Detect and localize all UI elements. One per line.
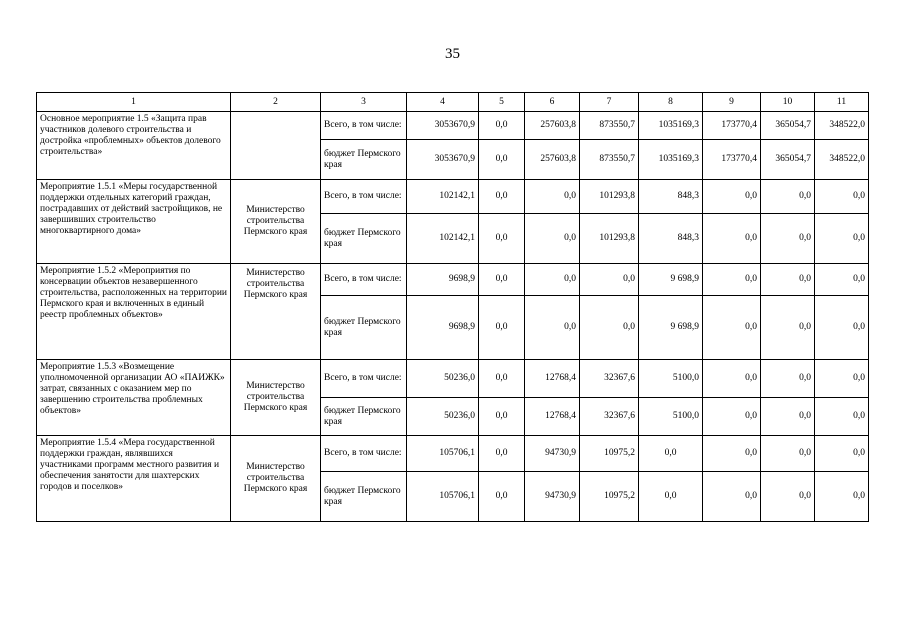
value-cell: 0,0 (703, 398, 761, 436)
value-cell: 5100,0 (639, 398, 703, 436)
value-cell: 9 698,9 (639, 296, 703, 360)
value-cell: 0,0 (815, 398, 869, 436)
value-cell: 12768,4 (525, 398, 580, 436)
value-cell: 0,0 (525, 264, 580, 296)
value-cell: 105706,1 (407, 436, 479, 472)
table-row (37, 360, 869, 398)
value-cell: 0,0 (761, 360, 815, 398)
column-header: 1 (37, 93, 231, 112)
funding-source: Всего, в том числе: (321, 180, 407, 214)
value-cell: 3053670,9 (407, 112, 479, 140)
value-cell: 0,0 (815, 360, 869, 398)
column-header: 4 (407, 93, 479, 112)
column-header: 7 (580, 93, 639, 112)
value-cell: 0,0 (479, 472, 525, 522)
value-cell: 0,0 (815, 264, 869, 296)
value-cell: 873550,7 (580, 112, 639, 140)
value-cell: 0,0 (703, 180, 761, 214)
value-cell: 0,0 (703, 264, 761, 296)
value-cell: 257603,8 (525, 140, 580, 180)
activity-name: Мероприятие 1.5.2 «Мероприятия по консервации объектов незавершенного строительства, расположенных на территории Пермского края и включенных в единый реестр проблемных объектов» (37, 264, 231, 360)
table-row (37, 112, 869, 140)
value-cell: 365054,7 (761, 140, 815, 180)
funding-source: бюджет Пермского края (321, 140, 407, 180)
value-cell: 848,3 (639, 214, 703, 264)
value-cell: 0,0 (815, 296, 869, 360)
column-header: 9 (703, 93, 761, 112)
value-cell: 10975,2 (580, 472, 639, 522)
value-cell: 0,0 (479, 264, 525, 296)
value-cell: 0,0 (761, 180, 815, 214)
activity-name: Мероприятие 1.5.1 «Меры государственной поддержки отдельных категорий граждан, пострадавших от действий застройщиков, не завершивших строительство многоквартирного дома» (37, 180, 231, 264)
value-cell: 0,0 (815, 214, 869, 264)
executor: Министерство строительства Пермского края (231, 264, 321, 360)
value-cell: 0,0 (479, 360, 525, 398)
funding-source: бюджет Пермского края (321, 398, 407, 436)
value-cell: 0,0 (703, 436, 761, 472)
value-cell: 105706,1 (407, 472, 479, 522)
funding-source: Всего, в том числе: (321, 360, 407, 398)
value-cell: 9 698,9 (639, 264, 703, 296)
value-cell: 0,0 (580, 296, 639, 360)
value-cell: 0,0 (761, 214, 815, 264)
funding-source: бюджет Пермского края (321, 214, 407, 264)
value-cell: 0,0 (703, 472, 761, 522)
column-header: 6 (525, 93, 580, 112)
value-cell: 0,0 (479, 398, 525, 436)
value-cell: 0,0 (761, 436, 815, 472)
value-cell: 102142,1 (407, 214, 479, 264)
value-cell: 0,0 (479, 436, 525, 472)
value-cell: 0,0 (525, 180, 580, 214)
funding-source: Всего, в том числе: (321, 264, 407, 296)
value-cell: 0,0 (761, 472, 815, 522)
value-cell: 0,0 (525, 296, 580, 360)
value-cell: 102142,1 (407, 180, 479, 214)
column-header: 8 (639, 93, 703, 112)
value-cell: 0,0 (580, 264, 639, 296)
value-cell: 0,0 (815, 472, 869, 522)
value-cell: 873550,7 (580, 140, 639, 180)
value-cell: 848,3 (639, 180, 703, 214)
value-cell: 0,0 (703, 360, 761, 398)
value-cell: 0,0 (815, 180, 869, 214)
executor (231, 112, 321, 180)
column-header: 10 (761, 93, 815, 112)
budget-table (36, 92, 869, 522)
table-row (37, 436, 869, 472)
value-cell: 348522,0 (815, 112, 869, 140)
funding-source: Всего, в том числе: (321, 112, 407, 140)
value-cell: 0,0 (479, 112, 525, 140)
value-cell: 10975,2 (580, 436, 639, 472)
value-cell: 0,0 (525, 214, 580, 264)
value-cell: 365054,7 (761, 112, 815, 140)
value-cell: 348522,0 (815, 140, 869, 180)
page-number: 35 (445, 46, 460, 62)
value-cell: 0,0 (815, 436, 869, 472)
value-cell: 0,0 (639, 436, 703, 472)
column-header: 2 (231, 93, 321, 112)
value-cell: 173770,4 (703, 140, 761, 180)
value-cell: 0,0 (639, 472, 703, 522)
value-cell: 0,0 (703, 214, 761, 264)
value-cell: 101293,8 (580, 214, 639, 264)
executor: Министерство строительства Пермского края (231, 436, 321, 522)
table-row (37, 180, 869, 214)
funding-source: бюджет Пермского края (321, 296, 407, 360)
funding-source: Всего, в том числе: (321, 436, 407, 472)
value-cell: 12768,4 (525, 360, 580, 398)
executor: Министерство строительства Пермского края (231, 360, 321, 436)
funding-source: бюджет Пермского края (321, 472, 407, 522)
value-cell: 0,0 (479, 140, 525, 180)
value-cell: 173770,4 (703, 112, 761, 140)
header-row (37, 93, 869, 112)
value-cell: 50236,0 (407, 398, 479, 436)
value-cell: 0,0 (761, 264, 815, 296)
value-cell: 1035169,3 (639, 112, 703, 140)
value-cell: 9698,9 (407, 264, 479, 296)
value-cell: 5100,0 (639, 360, 703, 398)
value-cell: 0,0 (479, 180, 525, 214)
value-cell: 9698,9 (407, 296, 479, 360)
column-header: 3 (321, 93, 407, 112)
executor: Министерство строительства Пермского края (231, 180, 321, 264)
column-header: 5 (479, 93, 525, 112)
value-cell: 3053670,9 (407, 140, 479, 180)
value-cell: 32367,6 (580, 398, 639, 436)
value-cell: 1035169,3 (639, 140, 703, 180)
activity-name: Основное мероприятие 1.5 «Защита прав участников долевого строительства и достройка «проблемных» объектов долевого строительства» (37, 112, 231, 180)
value-cell: 0,0 (761, 296, 815, 360)
value-cell: 94730,9 (525, 472, 580, 522)
value-cell: 101293,8 (580, 180, 639, 214)
activity-name: Мероприятие 1.5.3 «Возмещение уполномоченной организации АО «ПАИЖК» затрат, связанных с оказанием мер по завершению строительства проблемных объектов» (37, 360, 231, 436)
activity-name: Мероприятие 1.5.4 «Мера государственной поддержки граждан, являвшихся участниками программ местного развития и обеспечения занятости для шахтерских городов и поселков» (37, 436, 231, 522)
value-cell: 32367,6 (580, 360, 639, 398)
column-header: 11 (815, 93, 869, 112)
value-cell: 94730,9 (525, 436, 580, 472)
value-cell: 0,0 (761, 398, 815, 436)
value-cell: 257603,8 (525, 112, 580, 140)
value-cell: 0,0 (703, 296, 761, 360)
value-cell: 50236,0 (407, 360, 479, 398)
value-cell: 0,0 (479, 214, 525, 264)
table-row (37, 264, 869, 296)
value-cell: 0,0 (479, 296, 525, 360)
